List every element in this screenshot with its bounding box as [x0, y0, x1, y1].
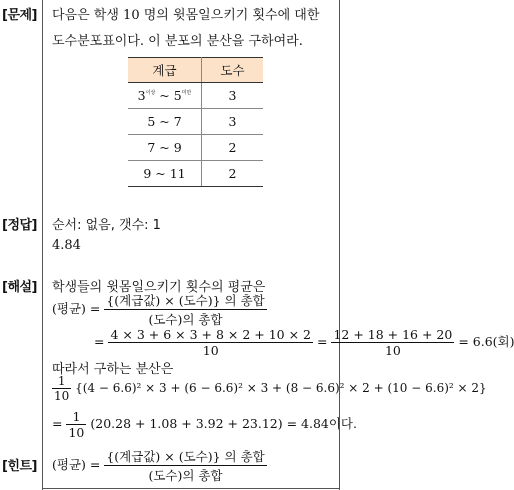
table-row: [128, 109, 263, 135]
explanation-line-1: 학생들의 윗몸일으키기 횟수의 평균은: [52, 280, 266, 295]
explanation-label: [해설]: [2, 280, 37, 295]
variance-formula: $\frac{1}{10}$ {(4 − 6.6)² × 3 + (6 − 6.6)² × 3 + (8 − 6.6)² × 2 + (10 − 6.6)² × 2}: [54, 374, 487, 403]
mean-formula: (평균) = $\frac{\text{\{(계급값) × (도수)\} 의 총합}}{\text{(도수)의 총합}}$: [52, 293, 265, 327]
answer-label: [정답]: [2, 218, 37, 233]
frequency-table: [128, 57, 263, 187]
frequency-cell: 3: [202, 83, 264, 109]
table-row: [128, 83, 263, 109]
frequency-cell: 2: [202, 135, 264, 161]
answer-meta: 순서: 없음, 갯수: 1: [52, 218, 161, 233]
hint-formula: (평균) = $\frac{\text{\{(계급값) × (도수)\} 의 총합}}{\text{(도수)의 총합}}$: [52, 449, 265, 483]
bottom-border: [42, 488, 340, 489]
frequency-cell: 2: [202, 161, 264, 187]
header-frequency: 도수: [202, 58, 264, 83]
mean-computation: = $\frac{4 \times 3 + 6 \times 3 + 8 \times 2 + 10 \times 2}{10}$ = $\frac{12 + 18 + 16 + 20}{10}$ = 6.6(회): [94, 327, 514, 358]
class-cell: $3^{이상}$ ~ $5^{미만}$: [128, 83, 202, 109]
problem-label: [문제]: [2, 8, 37, 23]
section-divider: [0, 200, 42, 201]
answer-value: 4.84: [52, 238, 81, 253]
class-cell: 9 ~ 11: [128, 161, 202, 187]
left-divider: [42, 0, 43, 490]
table-row: [128, 135, 263, 161]
variance-result: = $\frac{1}{10}$ (20.28 + 1.08 + 3.92 + 23.12) = 4.84이다.: [52, 409, 357, 440]
class-cell: 5 ~ 7: [128, 109, 202, 135]
problem-line-2: 도수분포표이다. 이 분포의 분산을 구하여라.: [52, 34, 303, 49]
variance-intro: 따라서 구하는 분산은: [52, 362, 174, 377]
header-class: 계급: [128, 58, 202, 83]
hint-label: [힌트]: [2, 459, 37, 474]
problem-line-1: 다음은 학생 10 명의 윗몸일으키기 횟수에 대한: [52, 8, 320, 23]
class-cell: 7 ~ 9: [128, 135, 202, 161]
table-row: [128, 161, 263, 187]
frequency-cell: 3: [202, 109, 264, 135]
